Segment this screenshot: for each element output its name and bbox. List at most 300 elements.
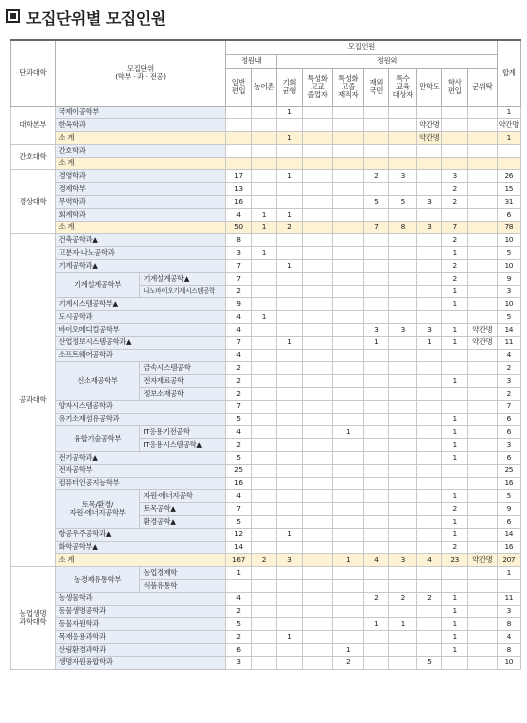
table-row: [11, 144, 521, 157]
count-cell: 2: [442, 272, 467, 285]
count-cell: [251, 375, 276, 388]
count-cell: 1: [226, 567, 251, 580]
unit-name: 국제이공학부: [55, 106, 226, 119]
count-cell: [442, 579, 467, 592]
count-cell: [389, 119, 417, 132]
count-cell: [442, 144, 467, 157]
count-cell: [251, 528, 276, 541]
total-cell: 4: [497, 631, 520, 644]
count-cell: 1: [442, 375, 467, 388]
count-cell: [389, 541, 417, 554]
unit-name: 전기공학과▲: [55, 452, 226, 465]
count-cell: 3: [364, 324, 389, 337]
total-cell: 1: [497, 567, 520, 580]
count-cell: [467, 579, 497, 592]
count-cell: [364, 413, 389, 426]
count-cell: [389, 106, 417, 119]
count-cell: [467, 477, 497, 490]
unit-name: 기계시스템공학부▲: [55, 298, 226, 311]
subtotal-label: 소 계: [55, 554, 226, 567]
header-col-1: 농어촌: [251, 68, 276, 106]
header-college: 단과대학: [11, 40, 56, 106]
total-cell: 약간명: [497, 119, 520, 132]
count-cell: 1: [277, 208, 302, 221]
count-cell: [389, 503, 417, 516]
count-cell: [389, 375, 417, 388]
count-cell: [277, 452, 302, 465]
count-cell: 2: [389, 592, 417, 605]
count-cell: [302, 388, 333, 401]
count-cell: [389, 336, 417, 349]
count-cell: [417, 477, 442, 490]
table-row: [11, 605, 521, 618]
count-cell: [364, 106, 389, 119]
count-cell: 1: [442, 528, 467, 541]
count-cell: 3: [226, 247, 251, 260]
count-cell: [333, 541, 364, 554]
count-cell: [467, 119, 497, 132]
count-cell: [389, 452, 417, 465]
count-cell: 1: [277, 132, 302, 145]
unit-name: 경제학부: [55, 183, 226, 196]
count-cell: [442, 119, 467, 132]
unit-name: 무역학과: [55, 196, 226, 209]
count-cell: [417, 567, 442, 580]
count-cell: [417, 183, 442, 196]
count-cell: [467, 464, 497, 477]
count-cell: 5: [417, 656, 442, 669]
count-cell: [226, 132, 251, 145]
college-cell: 경상대학: [11, 170, 56, 234]
header-total: 합계: [497, 40, 520, 106]
count-cell: [302, 157, 333, 170]
count-cell: [417, 618, 442, 631]
count-cell: 1: [251, 221, 276, 234]
total-cell: 31: [497, 196, 520, 209]
count-cell: [302, 208, 333, 221]
count-cell: [302, 528, 333, 541]
college-cell: 농업생명 과학대학: [11, 567, 56, 669]
count-cell: [333, 618, 364, 631]
count-cell: [417, 516, 442, 529]
count-cell: [251, 452, 276, 465]
count-cell: [467, 503, 497, 516]
table-row: [11, 311, 521, 324]
count-cell: 2: [442, 503, 467, 516]
count-cell: [417, 490, 442, 503]
count-cell: [277, 272, 302, 285]
total-cell: 4: [497, 349, 520, 362]
table-row: [11, 413, 521, 426]
total-cell: [497, 157, 520, 170]
count-cell: [389, 413, 417, 426]
header-col-3: 특성화 고교 졸업자: [302, 68, 333, 106]
table-row: [11, 567, 521, 580]
count-cell: 4: [226, 311, 251, 324]
count-cell: 3: [277, 554, 302, 567]
count-cell: 1: [277, 631, 302, 644]
count-cell: [277, 298, 302, 311]
group-cell: 기계설계공학부: [55, 272, 140, 298]
total-cell: 6: [497, 208, 520, 221]
table-row: [11, 541, 521, 554]
total-cell: 2: [497, 362, 520, 375]
total-cell: 7: [497, 400, 520, 413]
count-cell: [302, 349, 333, 362]
count-cell: [302, 247, 333, 260]
count-cell: [467, 196, 497, 209]
unit-name: 전자재료공학: [140, 375, 226, 388]
unit-name: 한옥학과: [55, 119, 226, 132]
count-cell: [333, 298, 364, 311]
count-cell: [417, 413, 442, 426]
count-cell: [251, 631, 276, 644]
count-cell: [364, 260, 389, 273]
total-cell: 78: [497, 221, 520, 234]
count-cell: [302, 260, 333, 273]
total-cell: 25: [497, 464, 520, 477]
unit-name: 전자공학부: [55, 464, 226, 477]
count-cell: 5: [226, 618, 251, 631]
count-cell: [389, 490, 417, 503]
unit-name: 산림환경과학과: [55, 643, 226, 656]
count-cell: [302, 439, 333, 452]
unit-name: 유기소재섬유공학과: [55, 413, 226, 426]
unit-name: 고분자·나노공학과: [55, 247, 226, 260]
total-cell: 3: [497, 439, 520, 452]
count-cell: [302, 618, 333, 631]
unit-name: 농업경제학: [140, 567, 226, 580]
count-cell: 7: [226, 503, 251, 516]
table-row: [11, 170, 521, 183]
unit-name: 양자시스템공학과: [55, 400, 226, 413]
count-cell: [251, 464, 276, 477]
count-cell: [333, 592, 364, 605]
title-text: 모집단위별 모집인원: [26, 9, 166, 28]
count-cell: [302, 362, 333, 375]
count-cell: 7: [226, 272, 251, 285]
unit-name: 목재응용과학과: [55, 631, 226, 644]
unit-name: 동물자원학과: [55, 618, 226, 631]
count-cell: [364, 183, 389, 196]
count-cell: 1: [251, 208, 276, 221]
square-bullet-icon: [6, 9, 20, 23]
count-cell: 4: [226, 349, 251, 362]
college-cell: 대학본부: [11, 106, 56, 144]
count-cell: 3: [417, 324, 442, 337]
count-cell: 2: [226, 631, 251, 644]
count-cell: [364, 247, 389, 260]
unit-name: 기계설계공학▲: [140, 272, 226, 285]
header-in-quota: 정원내: [226, 54, 277, 68]
group-cell: 농경제유통학부: [55, 567, 140, 593]
count-cell: [302, 144, 333, 157]
count-cell: [251, 119, 276, 132]
count-cell: [389, 132, 417, 145]
count-cell: 8: [226, 234, 251, 247]
count-cell: [333, 183, 364, 196]
count-cell: [467, 413, 497, 426]
count-cell: [364, 477, 389, 490]
count-cell: [389, 362, 417, 375]
count-cell: 2: [442, 234, 467, 247]
table-row: [11, 183, 521, 196]
unit-name: 회계학과: [55, 208, 226, 221]
unit-name: IT응용기전공학: [140, 426, 226, 439]
count-cell: 4: [226, 426, 251, 439]
count-cell: [226, 579, 251, 592]
count-cell: 7: [364, 221, 389, 234]
count-cell: [364, 503, 389, 516]
count-cell: [277, 388, 302, 401]
count-cell: [251, 400, 276, 413]
count-cell: [389, 208, 417, 221]
count-cell: [277, 592, 302, 605]
count-cell: [333, 567, 364, 580]
count-cell: [417, 400, 442, 413]
count-cell: [251, 516, 276, 529]
count-cell: [302, 375, 333, 388]
count-cell: [417, 157, 442, 170]
count-cell: [417, 605, 442, 618]
count-cell: [277, 503, 302, 516]
count-cell: [389, 234, 417, 247]
count-cell: [251, 260, 276, 273]
count-cell: [364, 285, 389, 298]
count-cell: [277, 196, 302, 209]
count-cell: [389, 656, 417, 669]
count-cell: [333, 247, 364, 260]
count-cell: 5: [226, 413, 251, 426]
count-cell: 23: [442, 554, 467, 567]
unit-name: 컴퓨터인공지능학부: [55, 477, 226, 490]
count-cell: 2: [333, 656, 364, 669]
count-cell: [467, 170, 497, 183]
count-cell: 2: [442, 183, 467, 196]
count-cell: [333, 375, 364, 388]
group-cell: 융합기술공학부: [55, 426, 140, 452]
count-cell: [302, 490, 333, 503]
count-cell: [333, 413, 364, 426]
count-cell: [277, 311, 302, 324]
count-cell: 1: [364, 618, 389, 631]
count-cell: [389, 349, 417, 362]
count-cell: [277, 541, 302, 554]
count-cell: [251, 413, 276, 426]
count-cell: [251, 426, 276, 439]
count-cell: 2: [442, 260, 467, 273]
count-cell: [302, 554, 333, 567]
count-cell: [333, 170, 364, 183]
count-cell: [417, 579, 442, 592]
count-cell: [251, 272, 276, 285]
count-cell: [467, 605, 497, 618]
page-title: [6, 6, 166, 29]
table-row: [11, 324, 521, 337]
count-cell: [302, 272, 333, 285]
count-cell: 1: [442, 247, 467, 260]
count-cell: [417, 631, 442, 644]
count-cell: [364, 452, 389, 465]
count-cell: 1: [277, 260, 302, 273]
subtotal-row: [11, 132, 521, 145]
count-cell: [302, 452, 333, 465]
count-cell: 1: [442, 592, 467, 605]
count-cell: [417, 452, 442, 465]
count-cell: [277, 375, 302, 388]
count-cell: 9: [226, 298, 251, 311]
count-cell: [333, 119, 364, 132]
count-cell: [251, 490, 276, 503]
count-cell: 2: [226, 605, 251, 618]
unit-name: 정보소재공학: [140, 388, 226, 401]
count-cell: [442, 157, 467, 170]
count-cell: [333, 106, 364, 119]
count-cell: 5: [364, 196, 389, 209]
count-cell: [467, 516, 497, 529]
subtotal-row: [11, 157, 521, 170]
count-cell: 1: [364, 336, 389, 349]
table-row: [11, 298, 521, 311]
count-cell: [442, 567, 467, 580]
count-cell: [333, 631, 364, 644]
count-cell: [302, 567, 333, 580]
count-cell: 2: [417, 592, 442, 605]
table-row: [11, 656, 521, 669]
header-unit: 모집단위 (학부 · 과 · 전공): [55, 40, 226, 106]
count-cell: [389, 464, 417, 477]
count-cell: [302, 605, 333, 618]
total-cell: 14: [497, 324, 520, 337]
count-cell: [302, 579, 333, 592]
total-cell: 1: [497, 132, 520, 145]
count-cell: 1: [333, 554, 364, 567]
count-cell: [364, 528, 389, 541]
count-cell: 7: [226, 336, 251, 349]
count-cell: [467, 144, 497, 157]
table-row: [11, 400, 521, 413]
count-cell: [389, 272, 417, 285]
count-cell: [467, 541, 497, 554]
count-cell: [333, 272, 364, 285]
subtotal-label: 소 계: [55, 221, 226, 234]
count-cell: [364, 298, 389, 311]
group-cell: 토목/환경/ 자원·에너지공학부: [55, 490, 140, 528]
count-cell: [251, 541, 276, 554]
count-cell: [417, 349, 442, 362]
header-col-0: 일반 편입: [226, 68, 251, 106]
count-cell: [442, 132, 467, 145]
count-cell: [417, 247, 442, 260]
count-cell: [364, 362, 389, 375]
count-cell: [251, 503, 276, 516]
count-cell: [389, 400, 417, 413]
count-cell: [277, 119, 302, 132]
count-cell: [389, 605, 417, 618]
count-cell: [333, 311, 364, 324]
total-cell: 6: [497, 516, 520, 529]
count-cell: [417, 208, 442, 221]
count-cell: [364, 349, 389, 362]
count-cell: 2: [226, 285, 251, 298]
count-cell: [333, 400, 364, 413]
count-cell: [417, 426, 442, 439]
count-cell: [277, 183, 302, 196]
count-cell: [467, 298, 497, 311]
count-cell: [467, 631, 497, 644]
count-cell: [417, 106, 442, 119]
total-cell: 10: [497, 656, 520, 669]
count-cell: [302, 311, 333, 324]
header-col-4: 특성화 고졸 재직자: [333, 68, 364, 106]
total-cell: 11: [497, 336, 520, 349]
count-cell: [364, 119, 389, 132]
count-cell: [333, 452, 364, 465]
count-cell: 5: [226, 516, 251, 529]
total-cell: 6: [497, 452, 520, 465]
count-cell: [364, 375, 389, 388]
count-cell: [277, 605, 302, 618]
count-cell: [333, 144, 364, 157]
total-cell: [497, 144, 520, 157]
table-body: [11, 106, 521, 669]
count-cell: [226, 119, 251, 132]
count-cell: [417, 375, 442, 388]
count-cell: 1: [389, 618, 417, 631]
count-cell: [389, 477, 417, 490]
total-cell: 6: [497, 413, 520, 426]
count-cell: [333, 260, 364, 273]
count-cell: [251, 618, 276, 631]
table-row: [11, 477, 521, 490]
total-cell: 9: [497, 272, 520, 285]
count-cell: [364, 567, 389, 580]
count-cell: 4: [226, 324, 251, 337]
count-cell: 5: [226, 452, 251, 465]
count-cell: 1: [251, 247, 276, 260]
table-row: [11, 260, 521, 273]
count-cell: [364, 464, 389, 477]
unit-name: 환경공학▲: [140, 516, 226, 529]
count-cell: [467, 452, 497, 465]
count-cell: 1: [442, 298, 467, 311]
table-row: [11, 119, 521, 132]
count-cell: [417, 272, 442, 285]
count-cell: [277, 567, 302, 580]
count-cell: [364, 388, 389, 401]
count-cell: [389, 157, 417, 170]
count-cell: [389, 260, 417, 273]
count-cell: [302, 119, 333, 132]
count-cell: [251, 579, 276, 592]
count-cell: [302, 183, 333, 196]
unit-name: 도시공학과: [55, 311, 226, 324]
count-cell: [302, 656, 333, 669]
count-cell: 2: [226, 439, 251, 452]
count-cell: 7: [226, 400, 251, 413]
count-cell: [417, 464, 442, 477]
total-cell: 9: [497, 503, 520, 516]
count-cell: [364, 132, 389, 145]
count-cell: [467, 592, 497, 605]
count-cell: [467, 247, 497, 260]
count-cell: [389, 439, 417, 452]
header-col-2: 기회 균형: [277, 68, 302, 106]
count-cell: [467, 132, 497, 145]
count-cell: [251, 170, 276, 183]
count-cell: [251, 643, 276, 656]
unit-name: 자원·에너지공학: [140, 490, 226, 503]
